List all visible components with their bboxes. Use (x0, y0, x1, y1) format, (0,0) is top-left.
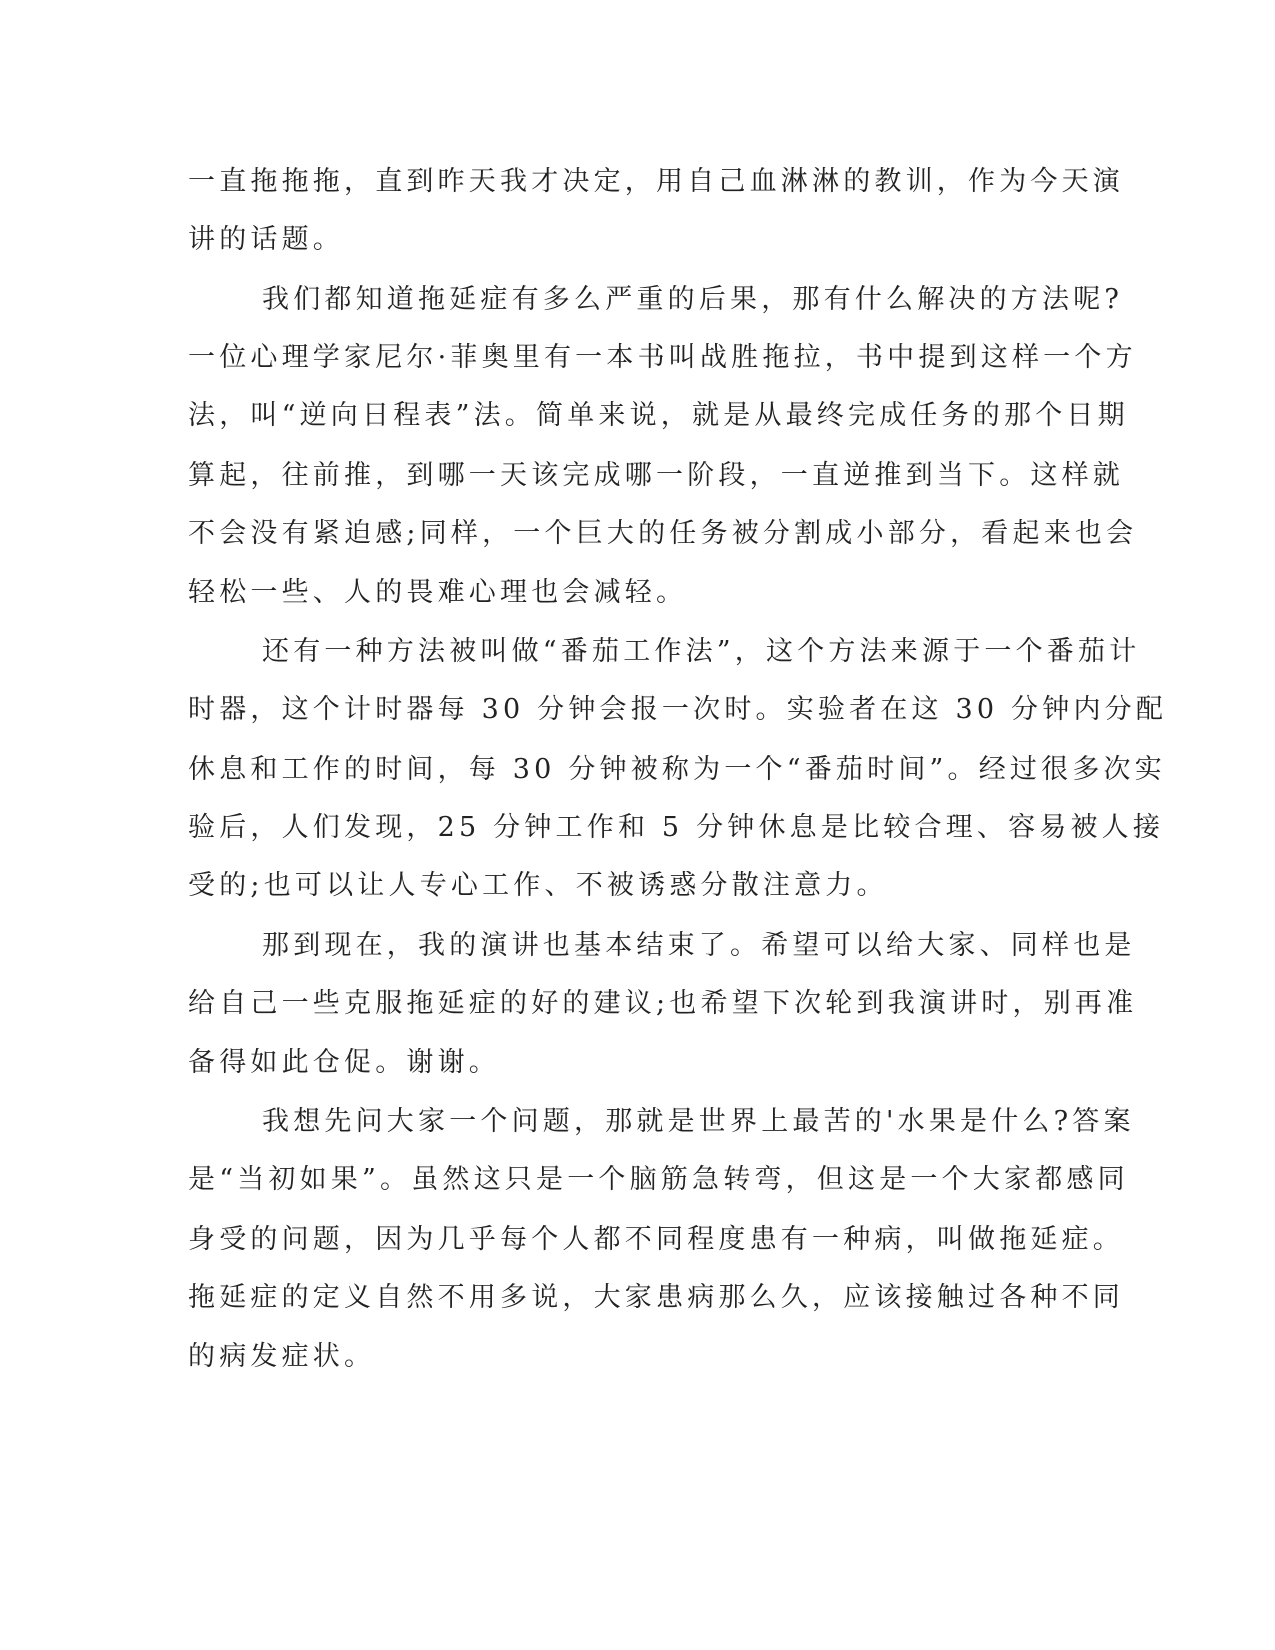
text-line: 休息和工作的时间，每 30 分钟被称为一个“番茄时间”。经过很多次实 (188, 754, 1166, 785)
text-line: 拖延症的定义自然不用多说，大家患病那么久，应该接触过各种不同 (188, 1282, 1124, 1313)
paragraph-first-line: 还有一种方法被叫做“番茄工作法”，这个方法来源于一个番茄计 (262, 636, 1141, 667)
text-line: 算起，往前推，到哪一天该完成哪一阶段，一直逆推到当下。这样就 (188, 460, 1124, 491)
text-line: 法，叫“逆向日程表”法。简单来说，就是从最终完成任务的那个日期 (188, 400, 1129, 431)
paragraph-first-line: 我们都知道拖延症有多么严重的后果，那有什么解决的方法呢? (262, 284, 1124, 315)
text-line: 一直拖拖拖，直到昨天我才决定，用自己血淋淋的教训，作为今天演 (188, 166, 1124, 197)
text-line: 的病发症状。 (188, 1341, 376, 1372)
paragraph-first-line: 我想先问大家一个问题，那就是世界上最苦的'水果是什么?答案 (262, 1106, 1135, 1137)
text-line: 是“当初如果”。虽然这只是一个脑筋急转弯，但这是一个大家都感同 (188, 1164, 1129, 1195)
text-line: 受的;也可以让人专心工作、不被诱惑分散注意力。 (188, 870, 888, 901)
text-line: 验后，人们发现，25 分钟工作和 5 分钟休息是比较合理、容易被人接 (188, 812, 1165, 843)
text-line: 给自己一些克服拖延症的好的建议;也希望下次轮到我演讲时，别再准 (188, 988, 1138, 1019)
text-line: 一位心理学家尼尔·菲奥里有一本书叫战胜拖拉，书中提到这样一个方 (188, 342, 1137, 373)
text-line: 轻松一些、人的畏难心理也会减轻。 (188, 577, 688, 608)
text-line: 时器，这个计时器每 30 分钟会报一次时。实验者在这 30 分钟内分配 (188, 694, 1168, 725)
text-line: 不会没有紧迫感;同样，一个巨大的任务被分割成小部分，看起来也会 (188, 518, 1138, 549)
text-line: 身受的问题，因为几乎每个人都不同程度患有一种病，叫做拖延症。 (188, 1224, 1124, 1255)
text-line: 备得如此仓促。谢谢。 (188, 1047, 500, 1078)
text-line: 讲的话题。 (188, 224, 344, 255)
paragraph-first-line: 那到现在，我的演讲也基本结束了。希望可以给大家、同样也是 (262, 930, 1136, 961)
